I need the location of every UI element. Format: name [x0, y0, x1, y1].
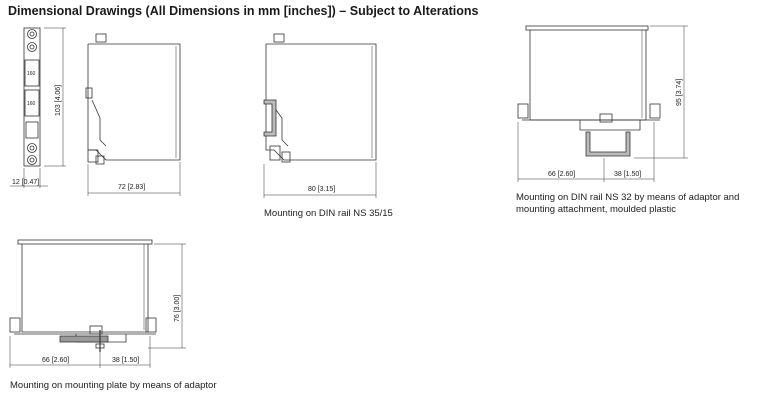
din32-height-dim: 95 [3.74]	[676, 78, 683, 106]
side-view-drawing	[86, 34, 180, 196]
plate-caption: Mounting on mounting plate by means of adaptor	[10, 380, 217, 391]
front-label-bottom: 160	[27, 101, 36, 107]
din35-caption: Mounting on DIN rail NS 35/15	[264, 208, 393, 219]
side-depth-dim: 72 [2.83]	[118, 184, 146, 191]
plate-height-dim: 76 [3.00]	[174, 294, 181, 322]
front-height-dim: 103 [4.06]	[55, 84, 62, 116]
plate-left-dim: 66 [2.60]	[42, 357, 70, 364]
din35-width-dim: 80 [3.15]	[308, 186, 336, 193]
plate-right-dim: 38 [1.50]	[112, 357, 140, 364]
din32-left-dim: 66 [2.60]	[548, 171, 576, 178]
plate-drawing	[10, 240, 186, 368]
front-label-top: 160	[27, 71, 36, 77]
din32-right-dim: 38 [1.50]	[614, 171, 642, 178]
front-width-dim: 12 [0.47]	[12, 179, 40, 186]
din32-caption-line2: mounting attachment, moulded plastic	[516, 204, 677, 215]
page-title: Dimensional Drawings (All Dimensions in mm [inches]) – Subject to Alterations	[8, 4, 479, 18]
din32-drawing	[518, 26, 688, 182]
din32-caption-line1: Mounting on DIN rail NS 32 by means of adaptor and	[516, 192, 740, 203]
din35-drawing	[264, 34, 376, 198]
